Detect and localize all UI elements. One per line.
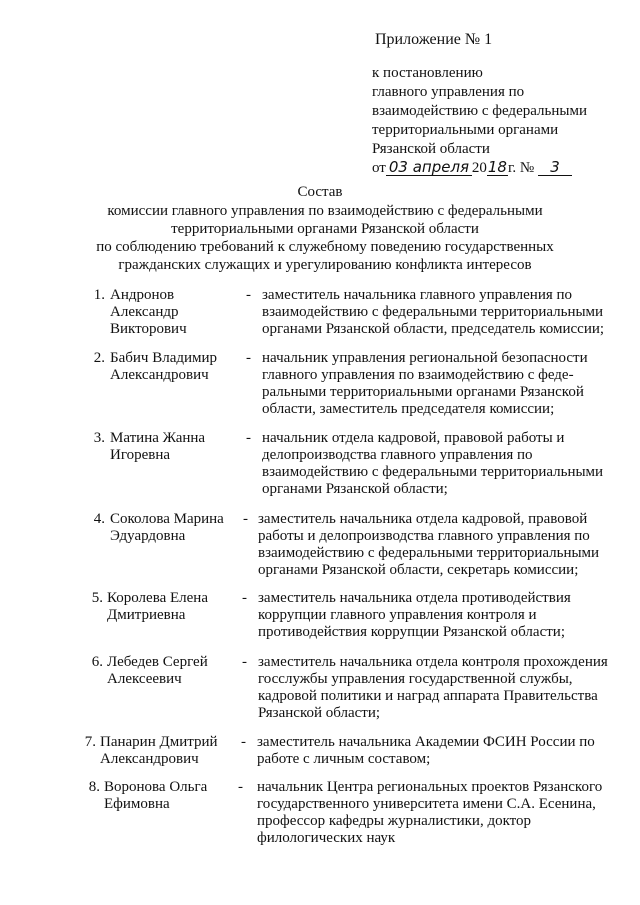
role-line: начальник управления региональной безопасности [262,350,588,366]
role-line: заместитель начальника отдела кадровой, правовой [258,511,588,527]
name-line: Ефимовна [104,796,170,812]
decree-date-line [372,159,627,178]
role-line: госслужбы управления государственной службы, [258,671,573,687]
name-line: Александр [110,304,179,320]
role-line: делопроизводства главного управления по [262,447,533,463]
member-role [258,654,623,722]
handwritten-year: 18 [487,158,507,176]
role-line: главного управления по взаимодействию с феде- [262,367,574,383]
role-line: коррупции главного управления контроля и [258,607,537,623]
name-line: Лебедев Сергей [107,654,208,670]
member-role [262,350,627,418]
member-dash: - [246,430,251,446]
year-suffix: г. № [507,160,535,176]
member-number: 6. [91,654,103,670]
handwritten-number: 3 [538,160,572,176]
member-dash: - [242,590,247,606]
role-line: заместитель начальника отдела противодействия [258,590,571,606]
name-line: Дмитриевна [107,607,186,623]
member-name [100,734,230,768]
document-title: Состав [297,184,343,200]
role-line: начальник отдела кадровой, правовой работы и [262,430,565,446]
member-number: 7. [84,734,96,750]
role-line: взаимодействию с федеральными территориальными [262,304,604,320]
member-dash: - [246,350,251,366]
decree-line: главного управления по [372,84,525,100]
appendix-heading: Приложение № 1 [375,31,493,48]
subtitle-line: по соблюдению требований к служебному поведению государственных [96,239,554,255]
member-name [110,511,240,545]
member-dash: - [241,734,246,750]
decree-line: к постановлению [372,65,483,81]
role-line: работе с личным составом; [257,751,431,767]
role-line: противодействия коррупции Рязанской области; [258,624,565,640]
member-number: 5. [91,590,103,606]
member-role [258,511,623,579]
role-line: органами Рязанской области, председатель комиссии; [262,321,605,337]
member-name [104,779,234,813]
role-line: ральными территориальными органами Рязанской [262,384,584,400]
member-name [110,430,240,464]
member-dash: - [243,511,248,527]
member-dash: - [242,654,247,670]
member-name [107,654,237,688]
member-role [262,430,627,498]
name-line: Бабич Владимир [110,350,218,366]
role-line: кадровой политики и наград аппарата Правительства [258,688,598,704]
member-number: 2. [93,350,105,366]
name-line: Эдуардовна [110,528,186,544]
decree-line: Рязанской области [372,141,490,157]
member-name [107,590,237,624]
name-line: Королева Елена [107,590,208,606]
role-line: Рязанской области; [258,705,381,721]
name-line: Игоревна [110,447,171,463]
role-line: заместитель начальника главного управления по [262,287,573,303]
role-line: органами Рязанской области; [262,481,448,497]
subtitle-line: комиссии главного управления по взаимодействию с федеральными [107,203,543,219]
name-line: Панарин Дмитрий [100,734,218,750]
member-number: 3. [93,430,105,446]
name-line: Александрович [110,367,209,383]
member-name [110,350,240,384]
role-line: области, заместитель председателя комиссии; [262,401,555,417]
role-line: профессор кафедры журналистики, доктор [257,813,532,829]
member-number: 8. [88,779,100,795]
role-line: работы и делопроизводства главного управления по [258,528,590,544]
decree-reference [372,64,627,178]
year-prefix: 20 [471,160,487,176]
member-dash: - [246,287,251,303]
role-line: заместитель начальника Академии ФСИН России по [257,734,595,750]
role-line: филологических наук [257,830,396,846]
role-line: заместитель начальника отдела контроля прохождения [258,654,608,670]
member-role [258,590,623,641]
member-role [257,779,622,847]
subtitle-line: гражданских служащих и урегулированию конфликта интересов [118,257,532,273]
role-line: органами Рязанской области, секретарь комиссии; [258,562,579,578]
name-line: Александрович [100,751,199,767]
role-line: начальник Центра региональных проектов Рязанского [257,779,603,795]
name-line: Андронов [110,287,175,303]
role-line: взаимодействию с федеральными территориальными [262,464,604,480]
member-role [257,734,622,768]
member-role [262,287,627,338]
name-line: Матина Жанна [110,430,206,446]
role-line: государственного университета имени С.А. Есенина, [257,796,596,812]
subtitle-line: территориальными органами Рязанской области [171,221,479,237]
role-line: взаимодействию с федеральными территориальными [258,545,600,561]
name-line: Воронова Ольга [104,779,208,795]
member-name [110,287,240,338]
name-line: Соколова Марина [110,511,224,527]
document-subtitle [60,202,590,274]
member-number: 1. [93,287,105,303]
decree-line: взаимодействию с федеральными [372,103,587,119]
decree-line: территориальными органами [372,122,559,138]
member-dash: - [238,779,243,795]
name-line: Викторович [110,321,187,337]
date-prefix: от [372,160,386,176]
member-number: 4. [93,511,105,527]
handwritten-date: 03 апреля [386,160,472,176]
name-line: Алексеевич [107,671,182,687]
